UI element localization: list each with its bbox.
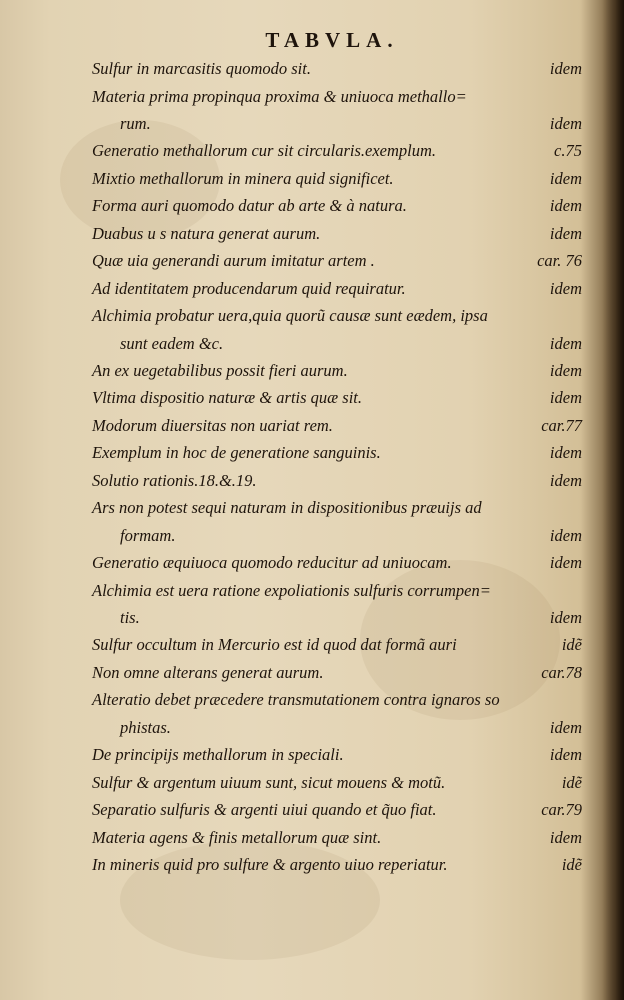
index-entry	[92, 769, 582, 796]
entry-text: Mixtio methallorum in minera quid significet.	[92, 168, 394, 188]
index-entry	[120, 714, 582, 741]
entry-text: Solutio rationis.18.&.19.	[92, 470, 257, 490]
entry-reference: idem	[549, 278, 582, 298]
entry-text: Forma auri quomodo datur ab arte & à natura.	[92, 196, 407, 216]
entry-text: Sulfur & argentum uiuum sunt, sicut mouens & motũ.	[92, 772, 446, 792]
index-entry	[92, 824, 582, 851]
entry-reference: idem	[549, 443, 582, 463]
entry-reference: idem	[549, 333, 582, 353]
index-entry	[92, 55, 582, 82]
entry-reference: idem	[549, 745, 582, 765]
entry-reference: car.78	[541, 662, 582, 682]
entry-text: Non omne alterans generat aurum.	[92, 662, 324, 682]
index-entry	[92, 384, 582, 411]
entry-reference: idem	[549, 717, 582, 737]
index-entry	[92, 247, 582, 274]
entry-reference: idem	[549, 168, 582, 188]
index-entry	[120, 604, 582, 631]
entry-text: Materia agens & finis metallorum quæ sint.	[92, 827, 382, 847]
entry-text: Alteratio debet præcedere transmutationem contra ignaros so	[92, 690, 500, 710]
entry-reference: car. 76	[537, 251, 582, 271]
entry-text: Materia prima propinqua proxima & uniuoca methallo=	[92, 86, 467, 106]
entry-text: sunt eadem &c.	[120, 333, 224, 353]
entry-text: Generatio æquiuoca quomodo reducitur ad uniuocam.	[92, 553, 452, 573]
entry-text: Exemplum in hoc de generatione sanguinis.	[92, 443, 381, 463]
entry-text: Ars non potest sequi naturam in dispositionibus præuijs ad	[92, 498, 482, 518]
entry-reference: idem	[549, 113, 582, 133]
entry-text: Vltima dispositio naturæ & artis quæ sit.	[92, 388, 363, 408]
entry-reference: idem	[549, 608, 582, 627]
entry-reference: idem	[549, 223, 582, 243]
entry-reference: idem	[549, 470, 582, 490]
entry-text: De principijs methallorum in speciali.	[92, 745, 344, 765]
index-entry	[92, 741, 582, 768]
running-head: TABVLA.	[265, 28, 399, 52]
entry-text: Sulfur occultum in Mercurio est id quod dat formã auri	[92, 635, 457, 655]
entry-text: Separatio sulfuris & argenti uiui quando et q̃uo fiat.	[92, 800, 437, 820]
entry-reference: idem	[549, 360, 582, 380]
entry-text: Sulfur in marcasitis quomodo sit.	[92, 59, 311, 78]
index-entry	[92, 83, 582, 110]
index-entry	[92, 137, 582, 164]
entry-reference: c.75	[554, 141, 582, 161]
index-entry	[120, 522, 582, 549]
entry-reference: idem	[549, 827, 582, 847]
index-entry	[92, 796, 582, 823]
entry-text: Alchimia est uera ratione expoliationis sulfuris corrumpen=	[92, 580, 491, 600]
index-entry	[92, 467, 582, 494]
index-entry	[92, 851, 582, 878]
entry-reference: car.77	[541, 415, 582, 435]
index-entry	[92, 549, 582, 576]
index-entry	[92, 192, 582, 219]
entry-reference: idẽ	[561, 772, 582, 792]
entry-text: Quæ uia generandi aurum imitatur artem .	[92, 251, 375, 271]
entry-text: formam.	[120, 525, 176, 545]
index-entry	[92, 165, 582, 192]
entry-text: tis.	[120, 608, 140, 627]
entry-reference: idẽ	[561, 635, 582, 655]
entry-reference: idẽ	[561, 855, 582, 874]
index-entry	[92, 275, 582, 302]
entry-reference: idem	[549, 525, 582, 545]
entry-reference: idem	[549, 59, 582, 78]
index-entry	[92, 659, 582, 686]
entry-text: In mineris quid pro sulfure & argento uiuo reperiatur.	[92, 855, 448, 874]
entry-reference: idem	[549, 388, 582, 408]
index-entry	[92, 357, 582, 384]
entry-reference: car.79	[541, 800, 582, 820]
entry-text: rum.	[120, 113, 151, 133]
entry-text: An ex uegetabilibus possit fieri aurum.	[92, 360, 348, 380]
entry-text: Alchimia probatur uera,quia quorũ causæ sunt eædem, ipsa	[92, 306, 488, 325]
entry-reference: idem	[549, 553, 582, 573]
index-entry	[92, 220, 582, 247]
index-entry	[120, 330, 582, 357]
index-entry	[92, 686, 582, 713]
gutter-shadow	[602, 0, 624, 1000]
entry-text: Modorum diuersitas non uariat rem.	[92, 415, 333, 435]
index-entry	[92, 412, 582, 439]
entry-text: Generatio methallorum cur sit circularis.exemplum.	[92, 141, 437, 161]
index-entry	[92, 439, 582, 466]
entry-text: Ad identitatem producendarum quid requiratur.	[92, 278, 406, 298]
index-entry	[120, 110, 582, 137]
entry-text: phistas.	[120, 717, 171, 737]
index-entry	[92, 631, 582, 658]
index-entry	[92, 302, 582, 329]
entry-reference: idem	[549, 196, 582, 216]
entry-text: Duabus u s natura generat aurum.	[92, 223, 321, 243]
index-entry	[92, 577, 582, 604]
index-entry	[92, 494, 582, 521]
